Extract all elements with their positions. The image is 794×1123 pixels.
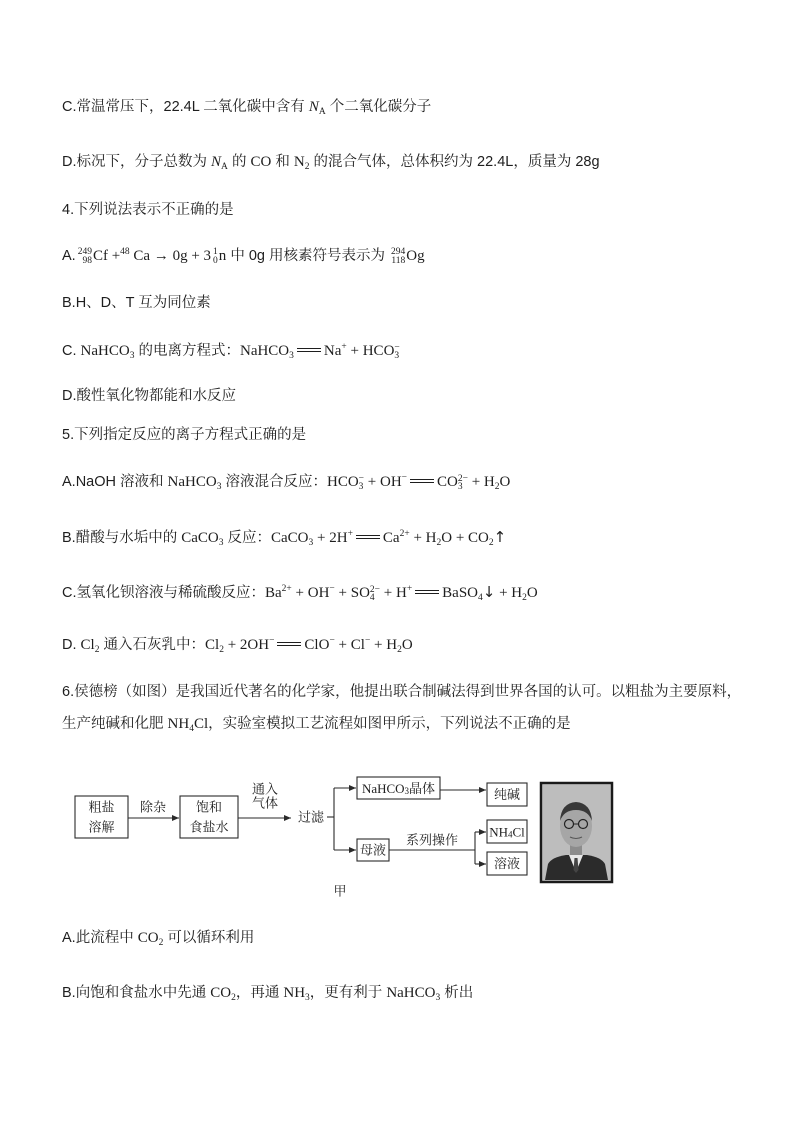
option-text: D.: [62, 637, 81, 653]
subscript: 4: [507, 829, 513, 840]
subscript: A: [221, 162, 228, 172]
charge: −: [358, 473, 365, 484]
subscript: 3: [129, 351, 135, 361]
q6-stem-line2: [62, 714, 571, 734]
option-text: 反应：: [223, 530, 272, 546]
superscript: 2+: [281, 584, 292, 594]
nuclide-numbers: [78, 248, 92, 266]
formula: NH: [489, 824, 508, 839]
formula: N: [293, 154, 305, 170]
flow-box-solution-label: 溶液: [493, 856, 521, 871]
formula: O + CO: [441, 530, 489, 546]
flow-box-mother-liquor-label: 母液: [359, 842, 387, 858]
formula: NaHCO: [386, 985, 436, 1001]
formula: Og: [406, 248, 425, 264]
formula: CaCO: [181, 530, 219, 546]
formula: Cl: [512, 824, 525, 839]
formula: + SO: [334, 585, 370, 601]
subscript: 2: [397, 645, 402, 655]
subscript: 2: [488, 538, 494, 548]
option-text: C.常温常压下，22.4L 二氧化碳中含有: [62, 99, 309, 115]
charge-stack: [458, 475, 468, 492]
option-text: A.NaOH 溶液和: [62, 474, 168, 490]
formula: NH: [167, 716, 190, 732]
subscript: 3: [435, 993, 441, 1003]
flow-box-saturated-brine-line1: 饱和: [195, 799, 223, 815]
formula: CO: [437, 474, 458, 490]
option-text: ，再通: [235, 985, 284, 1001]
superscript: −: [364, 636, 371, 646]
q6-option-a: [62, 928, 254, 948]
formula: Ca → 0g + 3: [129, 248, 212, 264]
q5-option-c: [62, 582, 538, 603]
subscript: 3: [394, 351, 400, 361]
option-text: ，更有利于: [309, 985, 387, 1001]
double-line-equals: [356, 535, 380, 539]
formula: O: [401, 637, 413, 653]
option-text: 的电离方程式：: [134, 343, 240, 359]
flow-series-operations-label: 系列操作: [405, 832, 459, 848]
q6-stem-line1: 6.侯德榜（如图）是我国近代著名的化学家，他提出联合制碱法得到世界各国的认可。以粗盐为主要原料，: [62, 684, 742, 700]
subscript: 4: [478, 593, 483, 603]
mass-number: 249: [77, 247, 92, 257]
formula: CaCO: [271, 530, 309, 546]
subscript: 4: [189, 724, 194, 734]
subscript: 3: [305, 993, 310, 1003]
option-text: 个二氧化碳分子: [325, 99, 432, 115]
subscript: 3: [457, 482, 463, 492]
formula: NaHCO: [239, 343, 290, 359]
nuclide-numbers: [391, 248, 405, 266]
subscript: 3: [218, 538, 224, 548]
superscript: −: [401, 473, 408, 483]
figure-caption: 甲: [333, 883, 347, 899]
option-text: 溶液混合反应：: [221, 474, 327, 490]
atomic-number: 118: [391, 256, 406, 266]
formula: + OH: [291, 585, 330, 601]
formula: CO: [137, 930, 159, 946]
formula: + HCO: [346, 343, 395, 359]
subscript: 3: [358, 482, 364, 492]
atomic-number: 0: [213, 256, 218, 266]
q5-option-b: [62, 527, 506, 548]
q3-option-d: [62, 152, 600, 172]
flow-box-nh4cl-label: [489, 824, 525, 840]
q5-option-a: [62, 472, 510, 492]
q4-option-d: D.酸性氧化物都能和水反应: [62, 388, 236, 404]
formula: + 2H: [313, 530, 348, 546]
formula: BaSO: [442, 585, 479, 601]
flow-box-crude-salt-line2: 溶解: [88, 819, 115, 835]
option-text: 的混合气体，总体积约为 22.4L，质量为 28g: [309, 154, 600, 170]
double-line-equals: [415, 590, 439, 594]
q4-option-c: [62, 341, 400, 361]
gas-arrow-icon: ↑: [493, 528, 507, 546]
superscript: 48: [120, 247, 130, 257]
superscript: +: [347, 529, 353, 539]
portrait-photo: [541, 783, 612, 882]
q5-stem: 5.下列指定反应的离子方程式正确的是: [62, 427, 307, 443]
subscript: 4: [369, 593, 375, 603]
formula: n: [218, 248, 227, 264]
subscript: 2: [304, 162, 310, 172]
option-text: A.: [62, 248, 76, 264]
flow-box-nahco3-crystal-label: [362, 781, 435, 797]
subscript: 3: [289, 351, 294, 361]
flow-arrow-gas-in-label-line1: 通入: [251, 781, 279, 797]
label-text: 晶体: [409, 780, 436, 796]
double-line-equals: [297, 348, 321, 352]
flow-box-soda-ash-label: 纯碱: [493, 787, 521, 802]
soda-process-flowchart: [0, 760, 794, 905]
superscript: +: [341, 342, 347, 352]
option-text: B.向饱和食盐水中先通: [62, 985, 211, 1001]
subscript: 2: [158, 938, 164, 948]
precipitate-arrow-icon: ↓: [482, 583, 496, 601]
formula: Cf: [92, 248, 108, 264]
avogadro-symbol: N: [211, 154, 222, 170]
formula: O: [526, 585, 538, 601]
option-text: ，实验室模拟工艺流程如图甲所示，下列说法不正确的是: [208, 716, 571, 732]
formula: Ba: [265, 585, 282, 601]
subscript: 2: [219, 645, 224, 655]
option-text: C.: [62, 343, 81, 359]
formula: + 2OH: [223, 637, 270, 653]
charge: −: [394, 342, 400, 353]
option-text: 中 0g 用核素符号表示为: [226, 248, 390, 264]
subscript: 2: [436, 538, 442, 548]
formula: + H: [495, 585, 523, 601]
double-line-equals: [410, 479, 434, 483]
formula: Na: [323, 343, 342, 359]
mass-number: 1: [213, 247, 218, 257]
superscript: +: [406, 584, 413, 594]
subscript: 3: [308, 538, 314, 548]
superscript: −: [329, 636, 335, 646]
option-text: 和: [271, 154, 294, 170]
charge: 2−: [457, 473, 468, 484]
option-text: B.醋酸与水垢中的: [62, 530, 182, 546]
flow-box-saturated-brine-line2: 食盐水: [189, 819, 229, 835]
avogadro-symbol: N: [308, 99, 319, 115]
formula: NaHCO: [80, 343, 130, 359]
formula: + Cl: [334, 637, 365, 653]
superscript: 2+: [399, 529, 410, 539]
q6-option-b: [62, 983, 473, 1003]
formula: Cl: [205, 637, 220, 653]
charge: 2−: [369, 584, 381, 595]
formula: HCO: [327, 474, 359, 490]
q4-option-b: B.H、D、T 互为同位素: [62, 295, 211, 311]
subscript: 2: [231, 993, 236, 1003]
q3-option-c: [62, 97, 431, 117]
option-text: C.氢氧化钡溶液与稀硫酸反应：: [62, 585, 265, 601]
mass-number: 294: [391, 247, 406, 257]
q5-option-d: [62, 635, 413, 655]
flow-box-crude-salt-line1: 粗盐: [88, 799, 115, 815]
atomic-number: 98: [82, 256, 92, 266]
nuclide-numbers: [213, 248, 218, 266]
subscript: 3: [404, 786, 410, 796]
superscript: −: [269, 636, 275, 646]
flow-arrow-gas-in-label-line2: 气体: [251, 795, 279, 811]
subscript: 3: [216, 482, 222, 492]
flow-arrow-remove-impurities-label: 除杂: [139, 799, 167, 815]
option-text: 通入石灰乳中：: [99, 637, 205, 653]
formula: + H: [467, 474, 495, 490]
flow-step-filter: 过滤: [297, 809, 325, 825]
q4-stem: 4.下列说法表示不正确的是: [62, 202, 234, 218]
formula: Ca: [382, 530, 400, 546]
formula: O: [499, 474, 511, 490]
option-text: 的: [227, 154, 251, 170]
charge-stack: [394, 344, 399, 361]
formula: NaHCO: [167, 474, 217, 490]
charge-stack: [370, 586, 380, 603]
subscript: A: [318, 107, 326, 117]
option-text: 可以循环利用: [163, 930, 255, 946]
subscript: 2: [494, 482, 500, 492]
formula: Cl: [193, 716, 209, 732]
formula: + OH: [364, 474, 402, 490]
formula: NH: [283, 985, 306, 1001]
formula: ClO: [304, 637, 330, 653]
formula: + H: [409, 530, 437, 546]
option-text: 生产纯碱和化肥: [62, 716, 168, 732]
option-text: 析出: [440, 985, 474, 1001]
formula: + H: [370, 637, 398, 653]
formula: +: [107, 248, 121, 264]
subscript: 2: [94, 645, 100, 655]
formula: Cl: [80, 637, 95, 653]
double-line-equals: [277, 642, 301, 646]
option-text: A.此流程中: [62, 930, 138, 946]
formula: CO: [250, 154, 272, 170]
formula: NaHCO: [361, 780, 405, 796]
formula: CO: [210, 985, 232, 1001]
subscript: 2: [522, 593, 527, 603]
formula: + H: [380, 585, 407, 601]
superscript: −: [329, 584, 335, 594]
option-text: D.标况下，分子总数为: [62, 154, 212, 170]
q4-option-a: [62, 246, 425, 266]
